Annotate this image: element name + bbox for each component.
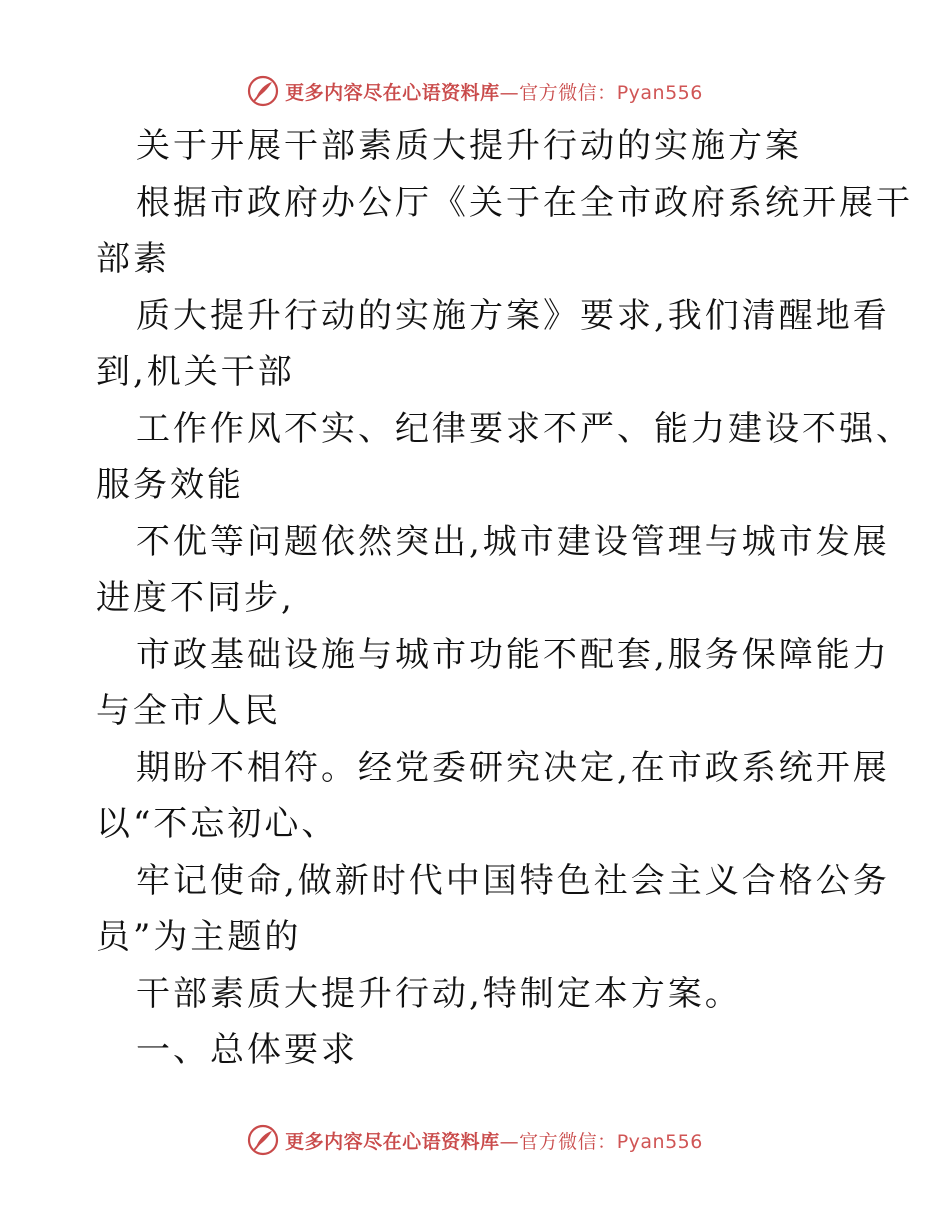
document-line: 不优等问题依然突出,城市建设管理与城市发展 — [136, 521, 890, 562]
document-line: 以“不忘初心、 — [96, 804, 339, 844]
document-line: 服务效能 — [96, 465, 244, 505]
watermark-wechat-label: 官方微信： — [519, 81, 617, 104]
footer-watermark — [0, 1120, 950, 1160]
document-line: 干部素质大提升行动,特制定本方案。 — [136, 973, 742, 1014]
document-line: 部素 — [96, 239, 170, 279]
section-heading: 一、总体要求 — [136, 1030, 358, 1070]
document-line: 期盼不相符。经党委研究决定,在市政系统开展 — [136, 747, 890, 788]
document-line: 与全市人民 — [96, 691, 281, 731]
document-line: 质大提升行动的实施方案》要求,我们清醒地看 — [136, 295, 890, 336]
feather-pen-icon — [247, 1124, 279, 1156]
watermark-text — [285, 1127, 703, 1154]
watermark-wechat-label: 官方微信： — [519, 1130, 617, 1153]
document-line: 进度不同步, — [96, 578, 295, 618]
document-line: 员”为主题的 — [96, 917, 302, 957]
document-line: 到,机关干部 — [96, 352, 295, 392]
header-watermark — [0, 71, 950, 111]
watermark-dash: — — [499, 1130, 520, 1153]
document-line: 根据市政府办公厅《关于在全市政府系统开展干 — [136, 182, 913, 223]
watermark-wechat-id: Pyan556 — [616, 1130, 703, 1153]
feather-pen-icon — [247, 75, 279, 107]
watermark-main: 更多内容尽在心语资料库 — [285, 1130, 500, 1153]
document-line: 市政基础设施与城市功能不配套,服务保障能力 — [136, 634, 890, 675]
watermark-dash: — — [499, 81, 520, 104]
watermark-main: 更多内容尽在心语资料库 — [285, 81, 500, 104]
watermark-wechat-id: Pyan556 — [616, 81, 703, 104]
document-body — [96, 118, 913, 1079]
document-line: 牢记使命,做新时代中国特色社会主义合格公务 — [136, 860, 890, 901]
watermark-text — [285, 78, 703, 105]
document-title: 关于开展干部素质大提升行动的实施方案 — [136, 126, 802, 166]
document-line: 工作作风不实、纪律要求不严、能力建设不强、 — [136, 408, 913, 449]
